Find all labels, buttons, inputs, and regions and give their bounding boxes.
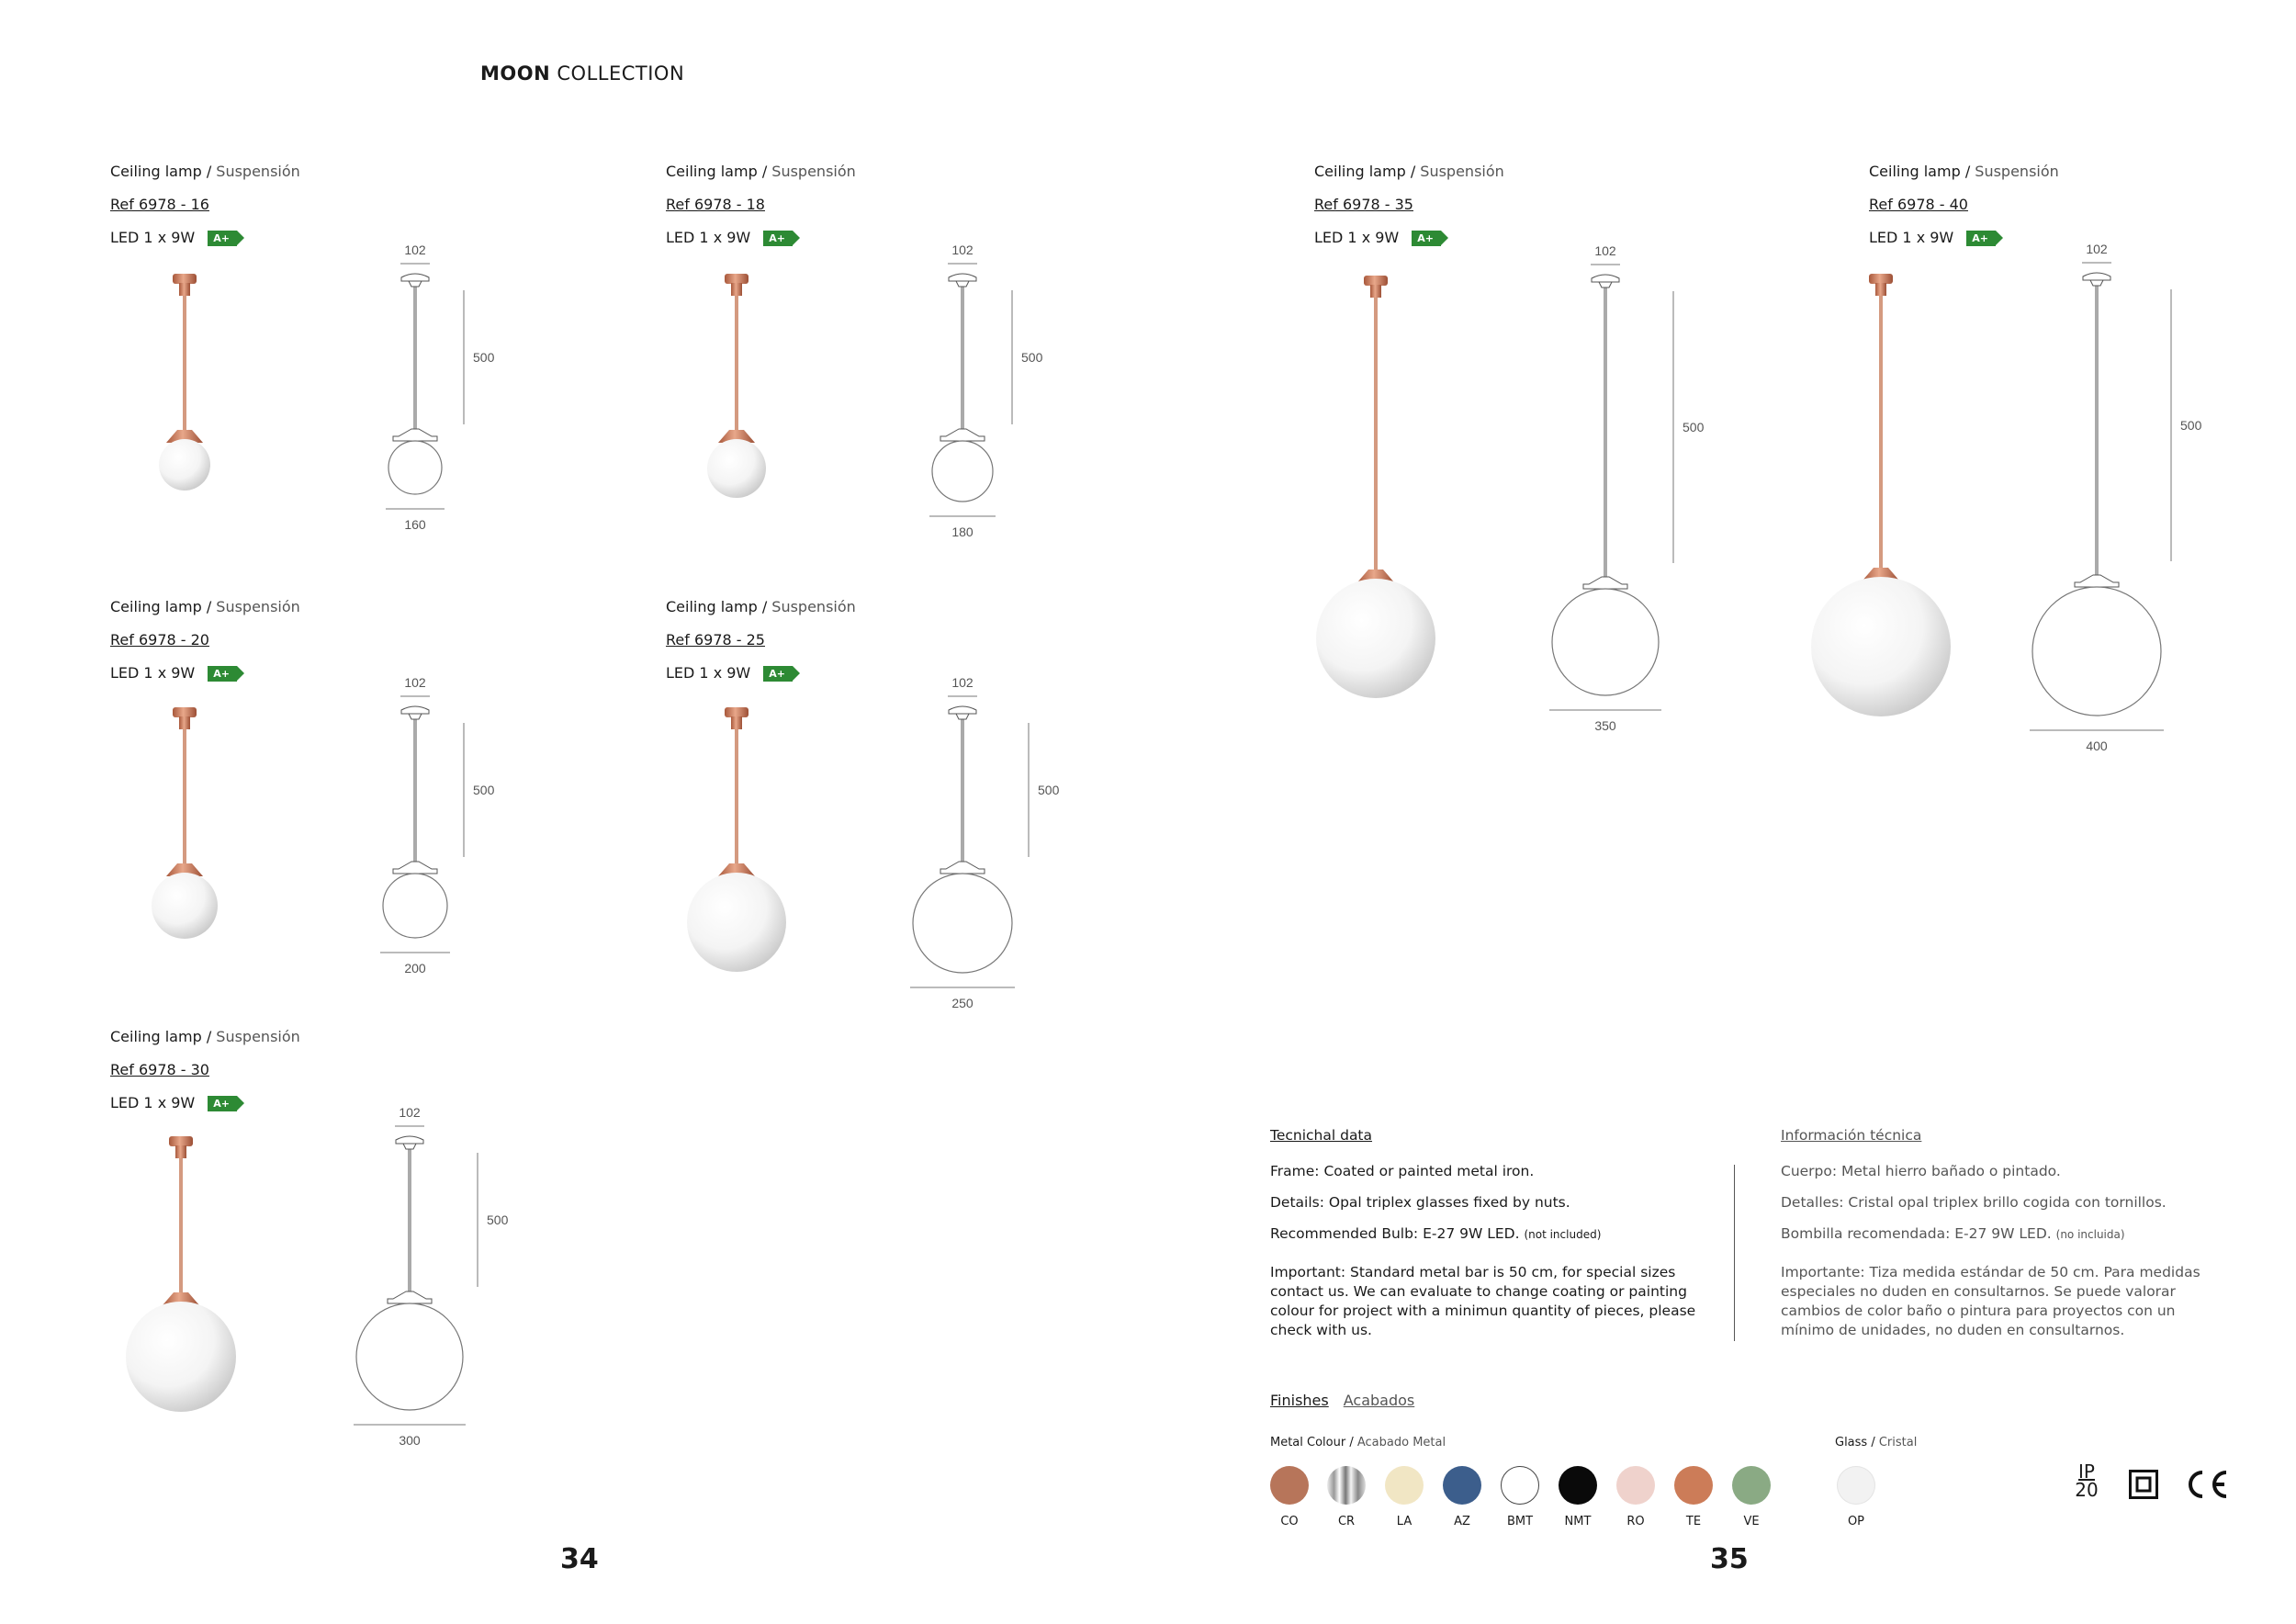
collection-name: MOON [480,62,551,85]
glass-en: Glass [1835,1436,1868,1449]
ceiling-rose [396,1136,423,1144]
globe-outline [383,874,447,938]
acabados-link[interactable]: Acabados [1343,1392,1415,1409]
cap-neck [731,283,742,296]
tech-important: Important: Standard metal bar is 50 cm, for special sizes contact us. We can evaluate to change coating or painting colour for project with a minimun quantity of pieces, please check with us. [1270,1264,1696,1338]
gallery-outline [388,1291,432,1303]
swatch-te[interactable] [1674,1466,1713,1505]
rose-neck [403,1144,416,1149]
product-ref-link[interactable]: Ref 6978 - 16 [110,196,209,213]
energy-badge: A+ [763,231,793,246]
ip-number: 20 [2075,1479,2099,1501]
gallery-outline [940,862,985,874]
ceiling-rose [2083,273,2110,280]
led-spec: LED 1 x 9W [110,229,196,246]
rose-neck [956,714,969,719]
tech-details: Details: Opal triplex glasses fixed by nuts. [1270,1194,1570,1211]
ceiling-cap [173,274,197,284]
lamp-35 [1316,243,1705,733]
width-dim-label: 180 [951,524,974,539]
width-dim-label: 200 [404,961,426,976]
ceiling-rose [401,706,429,714]
tech-frame: Frame: Coated or painted metal iron. [1270,1163,1535,1179]
top-dim-label: 102 [951,675,974,690]
top-dim-label: 102 [404,675,426,690]
led-spec: LED 1 x 9W [666,229,751,246]
energy-badge: A+ [763,666,793,682]
gallery-outline [2075,575,2119,587]
swatch-op[interactable] [1837,1466,1875,1505]
ceiling-rose [949,274,976,281]
led-spec: LED 1 x 9W [1314,229,1400,246]
ceiling-rose [401,274,429,281]
page-number-left: 34 [560,1543,599,1575]
gallery-outline [1583,577,1627,589]
lamp-16 [159,242,495,532]
title-es: Suspensión [1420,163,1504,180]
title-en: Ceiling lamp [666,163,758,180]
product-ref-link[interactable]: Ref 6978 - 30 [110,1061,209,1078]
product-ref-link[interactable]: Ref 6978 - 35 [1314,196,1413,213]
metal-colour-label: Metal Colour / Acabado Metal [1270,1436,1446,1449]
glass-es: Cristal [1878,1436,1918,1449]
tech-bulb-note-es: (no incluida) [2055,1228,2125,1241]
height-dim-label: 500 [473,350,495,365]
led-spec: LED 1 x 9W [1869,229,1954,246]
cap-neck [1875,283,1886,296]
glass-globe [707,439,766,498]
metal-es: Acabado Metal [1356,1436,1446,1449]
energy-badge: A+ [208,666,237,682]
tech-frame-es: Cuerpo: Metal hierro bañado o pintado. [1781,1163,2061,1179]
swatch-code: CO [1280,1515,1299,1528]
gallery-outline [393,429,437,441]
title-es: Suspensión [1975,163,2059,180]
finishes-link[interactable]: Finishes [1270,1392,1329,1409]
title-es: Suspensión [216,163,300,180]
energy-badge: A+ [208,231,237,246]
product-16: Ceiling lamp / Suspensión Ref 6978 - 16 LED 1 x 9W A+ [110,162,625,248]
cap-neck [1370,285,1381,298]
product-ref-link[interactable]: Ref 6978 - 20 [110,631,209,648]
tech-bulb-es: Bombilla recomendada: E-27 9W LED. [1781,1225,2052,1242]
rod [1374,298,1378,570]
energy-badge: A+ [208,1096,237,1111]
cap-neck [179,283,190,296]
title-en: Ceiling lamp [666,598,758,615]
divider [1734,1165,1735,1341]
swatch-cr[interactable] [1327,1466,1366,1505]
top-dim-label: 102 [1594,243,1616,258]
top-dim-label: 102 [399,1105,421,1120]
title-en: Ceiling lamp [110,1028,202,1045]
swatch-ve[interactable] [1732,1466,1771,1505]
title-en: Ceiling lamp [110,598,202,615]
tech-heading-en[interactable]: Tecnichal data [1270,1127,1373,1144]
globe-outline [2032,587,2161,716]
globe-outline [1552,589,1659,695]
ceiling-cap [725,707,748,717]
rod [1879,296,1883,568]
title-es: Suspensión [771,598,856,615]
rose-neck [409,714,422,719]
ceiling-cap [1869,274,1893,284]
energy-badge: A+ [1966,231,1996,246]
ceiling-cap [1364,276,1388,286]
swatch-ro[interactable] [1616,1466,1655,1505]
rod [183,296,186,430]
height-dim-label: 500 [487,1212,509,1227]
title-es: Suspensión [771,163,856,180]
swatch-bmt[interactable] [1501,1466,1539,1505]
finishes-heading [1270,1392,1429,1409]
product-35: Ceiling lamp / Suspensión Ref 6978 - 35 LED 1 x 9W A+ [1314,162,1829,248]
glass-globe [159,439,210,491]
product-ref-link[interactable]: Ref 6978 - 25 [666,631,765,648]
swatch-co[interactable] [1270,1466,1309,1505]
ip-text: IP [2078,1460,2095,1483]
tech-bulb: Recommended Bulb: E-27 9W LED. [1270,1225,1520,1242]
swatch-code: RO [1626,1515,1645,1528]
title-en: Ceiling lamp [1869,163,1961,180]
gallery-outline [940,429,985,441]
top-dim-label: 102 [404,242,426,257]
lamp-20 [152,675,495,976]
ceiling-rose [949,706,976,714]
product-40: Ceiling lamp / Suspensión Ref 6978 - 40 LED 1 x 9W A+ [1869,162,2296,248]
ip20-icon [2070,1462,2103,1499]
globe-outline [932,441,993,502]
title-es: Suspensión [216,598,300,615]
swatch-la[interactable] [1385,1466,1424,1505]
cap-neck [731,716,742,729]
page-number-right: 35 [1710,1543,1749,1575]
glass-globe [1811,577,1951,716]
swatch-az[interactable] [1443,1466,1481,1505]
swatch-code: AZ [1454,1515,1470,1528]
ceiling-cap [725,274,748,284]
product-18: Ceiling lamp / Suspensión Ref 6978 - 18 LED 1 x 9W A+ [666,162,1180,248]
width-dim-label: 400 [2086,739,2108,753]
cap-neck [175,1145,186,1158]
height-dim-label: 500 [1683,420,1705,434]
tech-details-es: Detalles: Cristal opal triplex brillo cogida con tornillos. [1781,1194,2167,1211]
product-20: Ceiling lamp / Suspensión Ref 6978 - 20 LED 1 x 9W A+ [110,597,625,683]
globe-outline [913,874,1012,973]
height-dim-label: 500 [1021,350,1043,365]
rod [735,729,738,863]
width-dim-label: 350 [1594,718,1616,733]
collection-word: COLLECTION [557,62,685,85]
lamp-30 [126,1105,509,1448]
led-spec: LED 1 x 9W [110,1094,196,1111]
top-dim-label: 102 [951,242,974,257]
title-es: Suspensión [216,1028,300,1045]
ceiling-cap [169,1136,193,1146]
energy-badge: A+ [1412,231,1441,246]
swatch-code: OP [1847,1515,1865,1528]
glass-globe [152,873,218,939]
cap-neck [179,716,190,729]
height-dim-label: 500 [473,783,495,797]
product-ref-link[interactable]: Ref 6978 - 40 [1869,196,1968,213]
globe-outline [388,441,442,494]
tech-important-es: Importante: Tiza medida estándar de 50 cm. Para medidas especiales no duden en consultarnos. Se puede valorar cambios de color baño o pintura para proyectos con un mínimo de unidades, no duden en consultarnos. [1781,1264,2200,1338]
title-en: Ceiling lamp [1314,163,1406,180]
product-ref-link[interactable]: Ref 6978 - 18 [666,196,765,213]
ceiling-cap [173,707,197,717]
ceiling-rose [1592,275,1619,282]
rose-neck [1599,282,1612,288]
height-dim-label: 500 [2180,418,2202,433]
width-dim-label: 250 [951,996,974,1010]
tech-data-en [1270,1126,1711,1352]
lamp-40 [1811,242,2202,753]
swatch-code: NMT [1564,1515,1592,1528]
glass-globe [1316,579,1435,698]
width-dim-label: 160 [404,517,426,532]
rose-neck [956,281,969,287]
gallery-outline [393,862,437,874]
product-30: Ceiling lamp / Suspensión Ref 6978 - 30 LED 1 x 9W A+ [110,1027,625,1113]
rose-neck [2090,280,2103,286]
swatch-code: BMT [1506,1515,1534,1528]
swatch-code: VE [1743,1515,1760,1528]
tech-bulb-note: (not included) [1524,1228,1602,1241]
rod [183,729,186,863]
led-spec: LED 1 x 9W [666,664,751,682]
swatch-nmt[interactable] [1559,1466,1597,1505]
rose-neck [409,281,422,287]
metal-en: Metal Colour [1270,1436,1346,1449]
rod [179,1158,183,1292]
glass-label: Glass / Cristal [1835,1436,1918,1449]
glass-globe [126,1302,236,1412]
led-spec: LED 1 x 9W [110,664,196,682]
height-dim-label: 500 [1038,783,1060,797]
top-dim-label: 102 [2086,242,2108,256]
title-en: Ceiling lamp [110,163,202,180]
tech-heading-es[interactable]: Información técnica [1781,1127,1922,1144]
width-dim-label: 300 [399,1433,421,1448]
lamp-18 [707,242,1043,539]
glass-globe [687,873,786,972]
tech-data-es [1781,1126,2222,1352]
swatch-code: CR [1337,1515,1356,1528]
ce-mark-icon [2184,1469,2230,1500]
swatch-code: LA [1396,1515,1412,1528]
swatch-code: TE [1685,1515,1702,1528]
globe-outline [356,1303,463,1410]
rod [735,296,738,430]
double-insulation-icon [2129,1470,2158,1499]
lamp-25 [687,675,1060,1010]
product-25: Ceiling lamp / Suspensión Ref 6978 - 25 LED 1 x 9W A+ [666,597,1180,683]
